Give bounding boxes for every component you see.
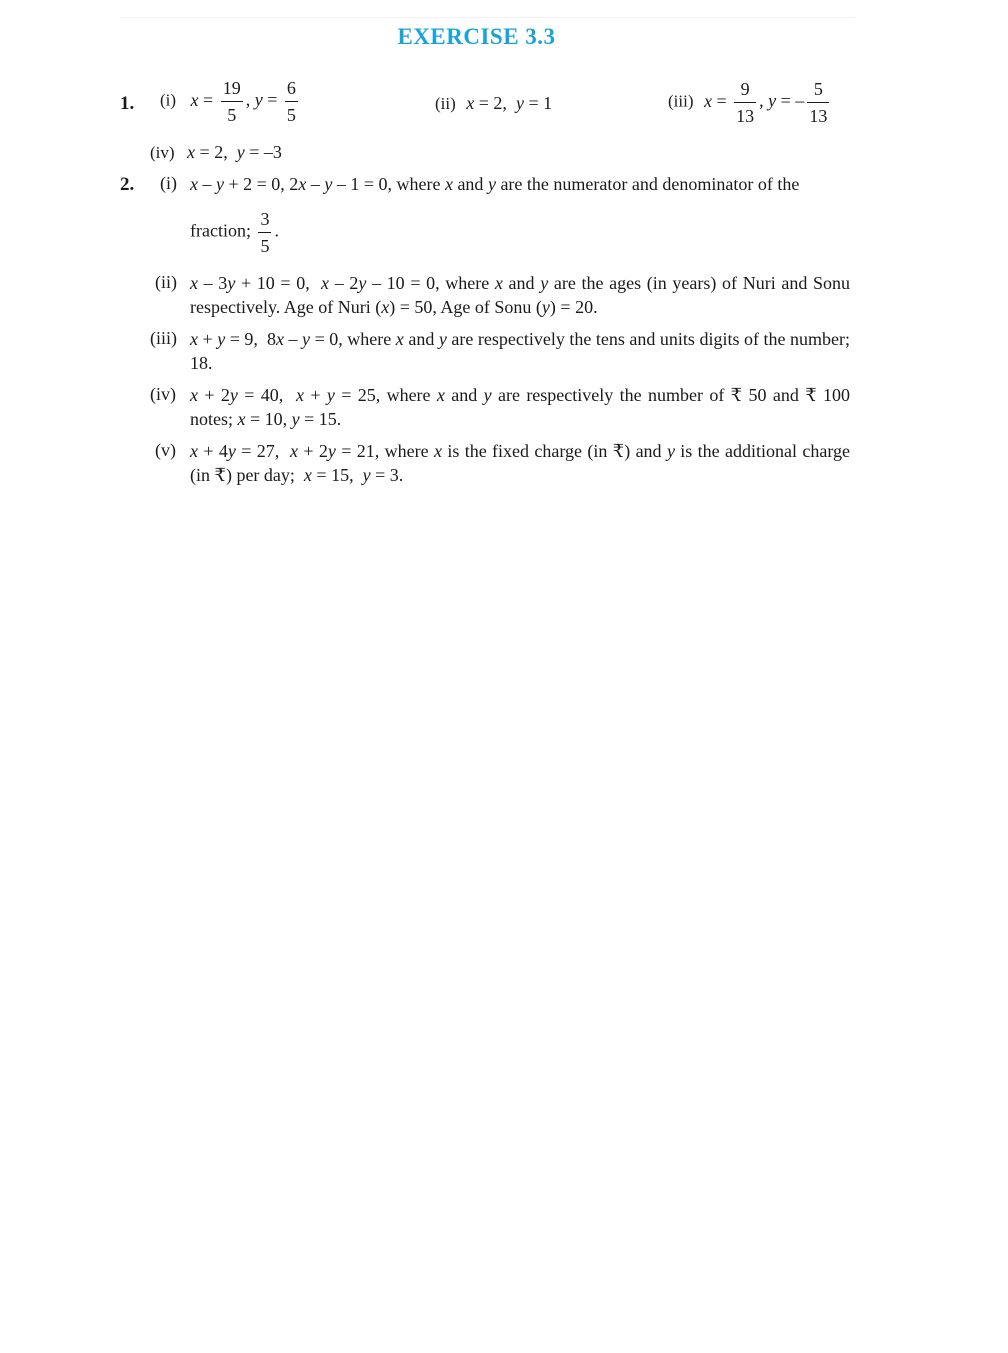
q2-iii-label: (iii) xyxy=(150,328,177,348)
q1-iv: (iv) x = 2, y = –3 xyxy=(150,142,282,162)
q2-i-fraction-word: fraction; xyxy=(190,220,251,241)
q1-i-label: (i) xyxy=(160,90,177,110)
q1-iii-x-fraction: $\frac{9}{13}$ xyxy=(736,79,755,126)
q2-i-fraction-line: fraction; $\frac{3}{5}$ . xyxy=(190,209,279,256)
q1-iii-y-fraction: $\frac{5}{13}$ xyxy=(809,79,828,126)
q1-iii: (iii) x = $\frac{9}{13}$ , y = – $\frac{5}{13}$ xyxy=(668,79,828,126)
q2-number: 2. xyxy=(120,174,135,195)
q1-ii: (ii) x = 2, y = 1 xyxy=(435,93,553,113)
q2-iii-text: x + y = 9, 8x – y = 0, where x and y are respectively the tens and units digits of the number; 18. xyxy=(190,329,851,373)
q1-number: 1. xyxy=(120,93,135,114)
q1-iv-label: (iv) xyxy=(150,143,175,162)
q2-i-label: (i) xyxy=(160,173,177,193)
q1-iii-label: (iii) xyxy=(668,91,694,111)
q2-v-label: (v) xyxy=(155,440,176,460)
q2-iv-label: (iv) xyxy=(150,384,176,404)
q1-ii-label: (ii) xyxy=(435,94,456,113)
q1-i-x-fraction: $\frac{19}{5}$ xyxy=(222,78,241,125)
q1-i: (i) x = $\frac{19}{5}$ , y = $\frac{6}{5}$ xyxy=(160,78,296,125)
q2-iv-text: x + 2y = 40, x + y = 25, where x and y are respectively the number of ₹ 50 and ₹ 100 notes; x = 10, y = 15. xyxy=(190,385,851,429)
q2-ii-text: x – 3y + 10 = 0, x – 2y – 10 = 0, where x and y are the ages (in years) of Nuri and Sonu respectively. Age of Nuri (x) = 50, Age of Sonu (y) = 20. xyxy=(190,273,851,317)
top-rule xyxy=(120,17,855,18)
q1-i-y-fraction: $\frac{6}{5}$ xyxy=(286,78,296,125)
q2-i-text: x – y + 2 = 0, 2x – y – 1 = 0, where x and y are the numerator and denominator of the xyxy=(190,174,800,194)
q2-ii-label: (ii) xyxy=(155,272,177,292)
q2-i-fraction: $\frac{3}{5}$ xyxy=(260,209,270,256)
q2-v-text: x + 4y = 27, x + 2y = 21, where x is the fixed charge (in ₹) and y is the additional charge (in ₹) per day; x = 15, y = 3. xyxy=(190,441,851,485)
exercise-title: EXERCISE 3.3 xyxy=(397,24,556,49)
